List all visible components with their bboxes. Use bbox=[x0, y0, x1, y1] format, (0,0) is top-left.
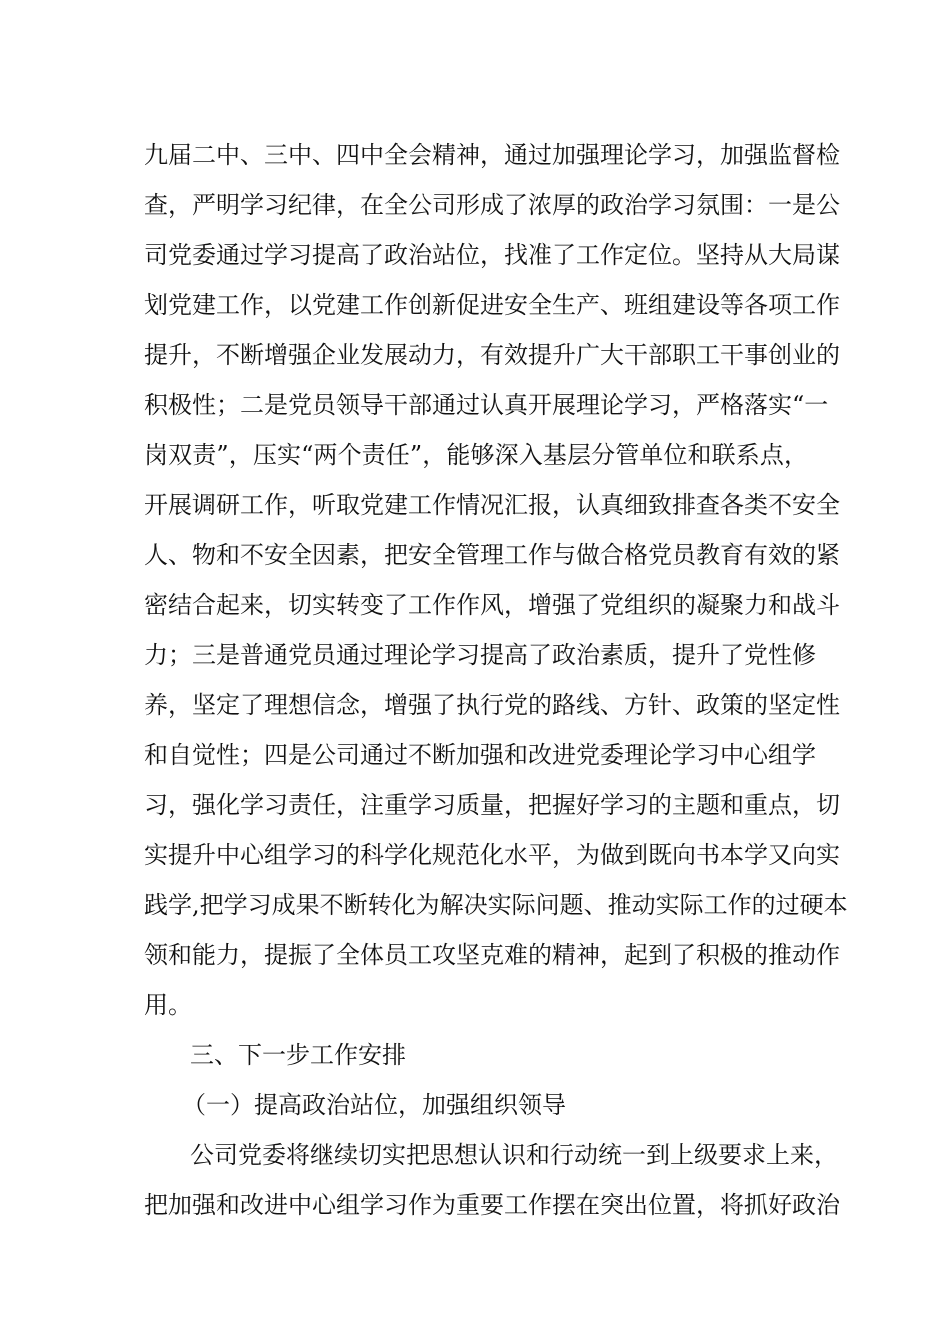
text-line: 和自觉性；四是公司通过不断加强和改进党委理论学习中心组学 bbox=[144, 741, 816, 769]
text-line: 密结合起来，切实转变了工作作风，增强了党组织的凝聚力和战斗 bbox=[144, 591, 840, 619]
text-line: 岗双责”，压实“两个责任”，能够深入基层分管单位和联系点， bbox=[144, 441, 808, 469]
text-line: 把加强和改进中心组学习作为重要工作摆在突出位置，将抓好政治 bbox=[144, 1191, 840, 1219]
text-line: 养，坚定了理想信念，增强了执行党的路线、方针、政策的坚定性 bbox=[144, 691, 840, 719]
text-line: 划党建工作，以党建工作创新促进安全生产、班组建设等各项工作 bbox=[144, 291, 840, 319]
text-line: 用。 bbox=[144, 991, 192, 1019]
text-line: 领和能力，提振了全体员工攻坚克难的精神，起到了积极的推动作 bbox=[144, 941, 840, 969]
text-line: 习，强化学习责任，注重学习质量，把握好学习的主题和重点，切 bbox=[144, 791, 840, 819]
text-line: 九届二中、三中、四中全会精神，通过加强理论学习，加强监督检 bbox=[144, 141, 840, 169]
text-line: 开展调研工作，听取党建工作情况汇报，认真细致排查各类不安全 bbox=[144, 491, 840, 519]
text-line: 力；三是普通党员通过理论学习提高了政治素质，提升了党性修 bbox=[144, 641, 816, 669]
text-line: 人、物和不安全因素，把安全管理工作与做合格党员教育有效的紧 bbox=[144, 541, 840, 569]
text-line: 实提升中心组学习的科学化规范化水平，为做到既向书本学又向实 bbox=[144, 841, 840, 869]
text-line: 提升，不断增强企业发展动力，有效提升广大干部职工干事创业的 bbox=[144, 341, 840, 369]
subsection-heading: （一）提高政治站位，加强组织领导 bbox=[182, 1091, 566, 1119]
text-line: 查，严明学习纪律，在全公司形成了浓厚的政治学习氛围：一是公 bbox=[144, 191, 840, 219]
text-line: 积极性；二是党员领导干部通过认真开展理论学习，严格落实“一 bbox=[144, 391, 829, 419]
text-line: 司党委通过学习提高了政治站位，找准了工作定位。坚持从大局谋 bbox=[144, 241, 840, 269]
section-heading: 三、下一步工作安排 bbox=[190, 1041, 406, 1069]
text-line: 公司党委将继续切实把思想认识和行动统一到上级要求上来， bbox=[190, 1141, 838, 1169]
text-line: 践学,把学习成果不断转化为解决实际问题、推动实际工作的过硬本 bbox=[144, 891, 848, 919]
